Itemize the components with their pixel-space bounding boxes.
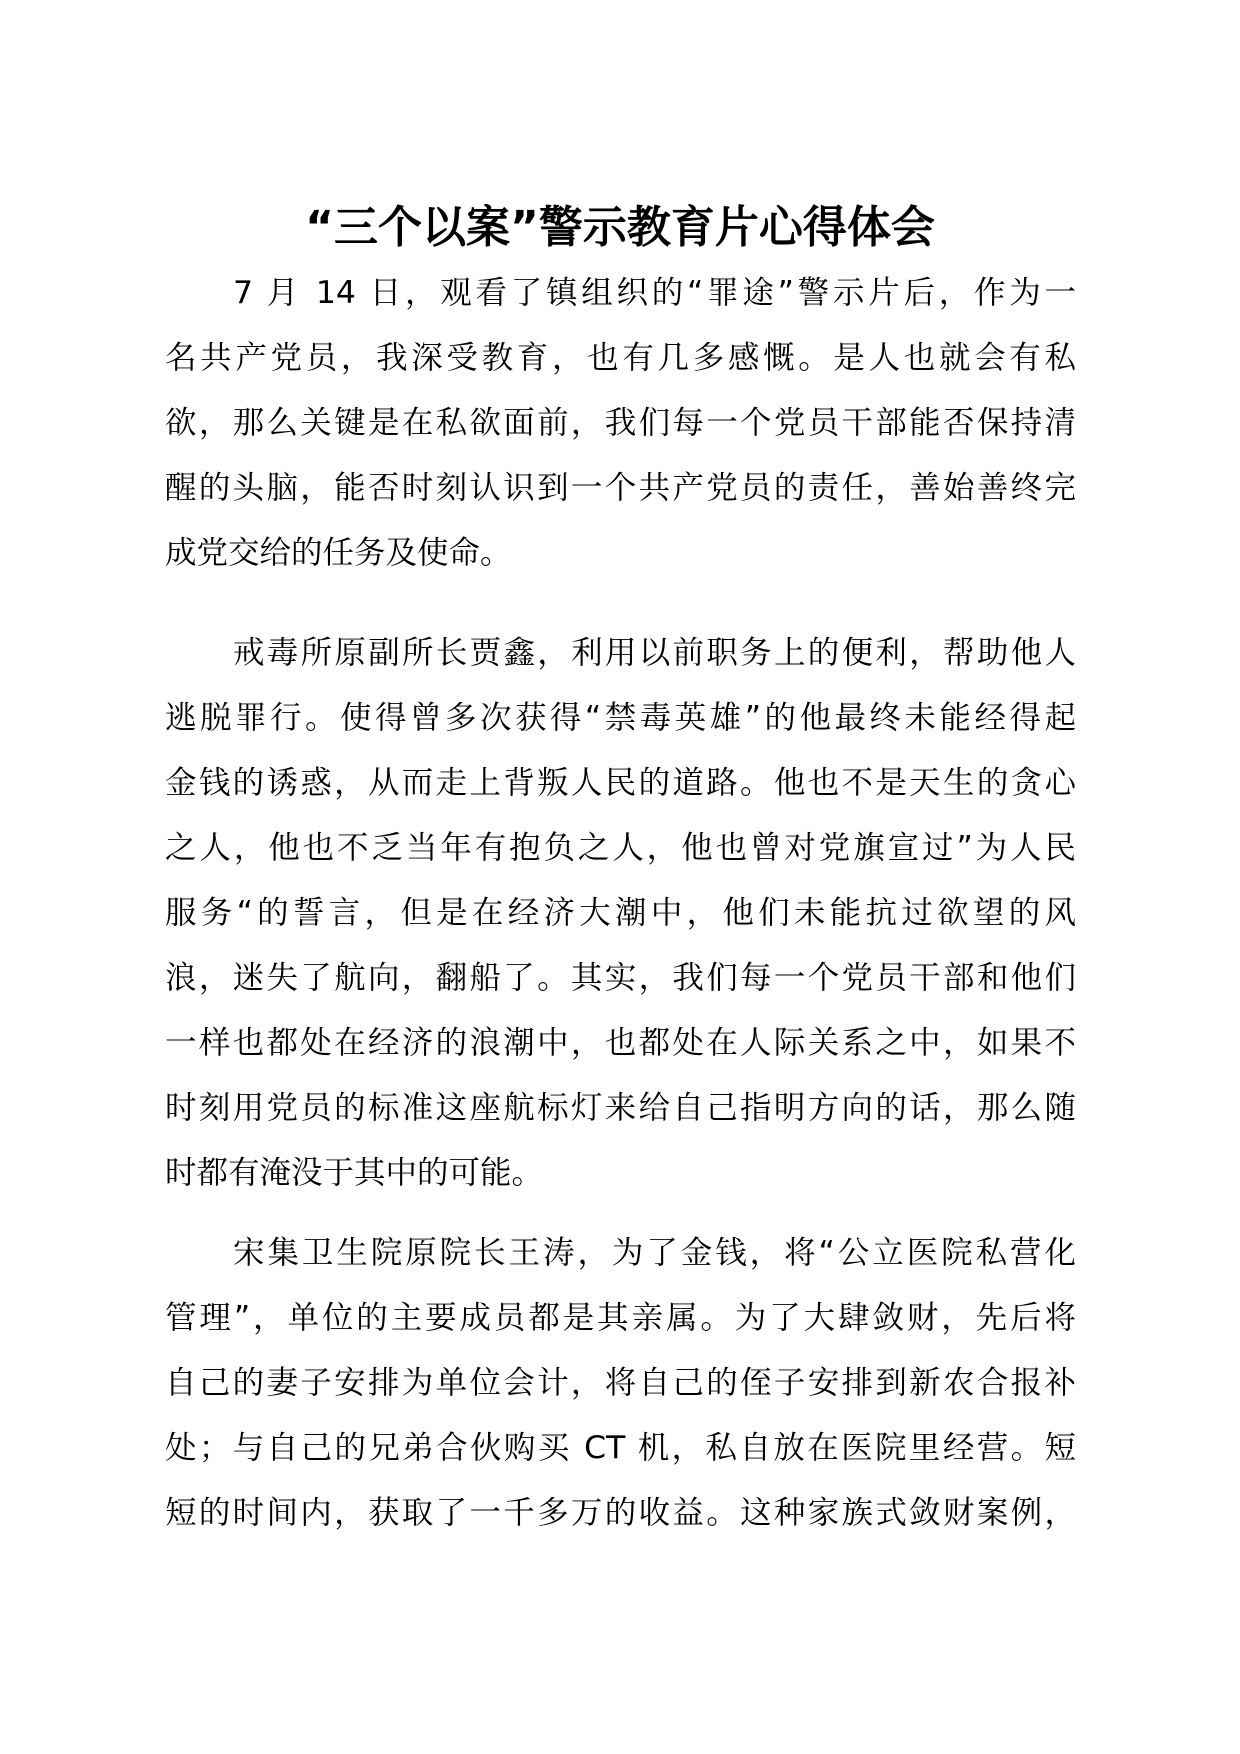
paragraph-2: [165, 621, 1076, 1206]
paragraph-line: 醒的头脑，能否时刻认识到一个共产党员的责任，善始善终完: [165, 470, 1076, 506]
paragraph-line: 欲，那么关键是在私欲面前，我们每一个党员干部能否保持清: [165, 405, 1076, 441]
paragraph-line: 自己的妻子安排为单位会计，将自己的侄子安排到新农合报补: [165, 1365, 1076, 1401]
paragraph-line: 时刻用党员的标准这座航标灯来给自己指明方向的话，那么随: [165, 1090, 1076, 1126]
document-title: “三个以案”警示教育片心得体会: [305, 202, 935, 253]
paragraph-line: 处；与自己的兄弟合伙购买 CT 机，私自放在医院里经营。短: [165, 1430, 1076, 1466]
paragraph-line: 一样也都处在经济的浪潮中，也都处在人际关系之中，如果不: [165, 1025, 1076, 1061]
paragraph-line: 成党交给的任务及使命。: [165, 535, 512, 571]
paragraph-line: 浪，迷失了航向，翻船了。其实，我们每一个党员干部和他们: [165, 960, 1076, 996]
paragraph-line: 逃脱罪行。使得曾多次获得“禁毒英雄”的他最终未能经得起: [165, 700, 1076, 736]
paragraph-line: 7 月 14 日，观看了镇组织的“罪途”警示片后，作为一: [233, 275, 1076, 311]
paragraph-1: [165, 261, 1076, 586]
paragraph-line: 宋集卫生院原院长王涛，为了金钱，将“公立医院私营化: [233, 1235, 1076, 1271]
paragraph-line: 名共产党员，我深受教育，也有几多感慨。是人也就会有私: [165, 340, 1076, 376]
paragraph-line: 时都有淹没于其中的可能。: [165, 1155, 544, 1191]
paragraph-line: 金钱的诱惑，从而走上背叛人民的道路。他也不是天生的贪心: [165, 765, 1076, 801]
paragraph-line: 管理”，单位的主要成员都是其亲属。为了大肆敛财，先后将: [165, 1300, 1076, 1336]
paragraph-line: 短的时间内，获取了一千多万的收益。这种家族式敛财案例，: [165, 1495, 1076, 1531]
paragraph-3: [165, 1221, 1076, 1546]
paragraph-line: 戒毒所原副所长贾鑫，利用以前职务上的便利，帮助他人: [233, 635, 1076, 671]
paragraph-line: 之人，他也不乏当年有抱负之人，他也曾对党旗宣过”为人民: [165, 830, 1076, 866]
paragraph-line: 服务“的誓言，但是在经济大潮中，他们未能抗过欲望的风: [165, 895, 1076, 931]
